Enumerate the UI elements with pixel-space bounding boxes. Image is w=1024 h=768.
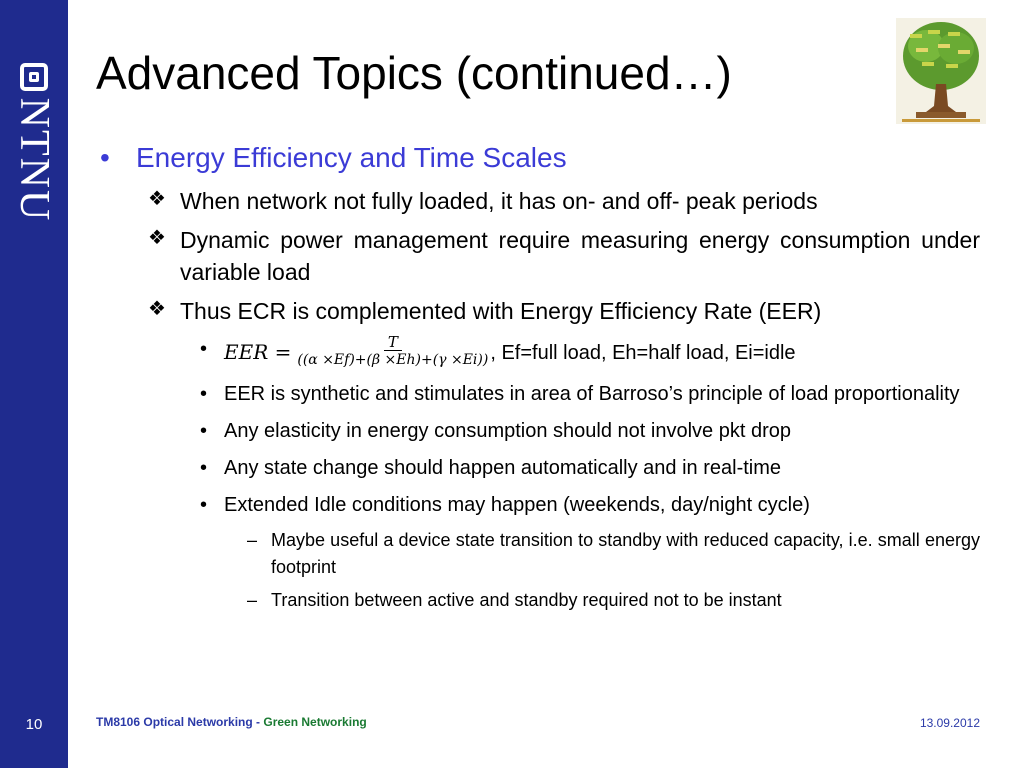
bullet-marker: • [200, 382, 208, 405]
bullet-level2 [148, 224, 980, 289]
bullet-marker: • [200, 493, 208, 516]
bullet-text: Thus ECR is complemented with Energy Efficiency Rate (EER) [180, 297, 822, 324]
bullet-marker: • [200, 337, 208, 360]
diamond-bullet-icon: ❖ [148, 297, 166, 320]
bullet-level2 [148, 295, 980, 328]
ntnu-logo-icon [20, 63, 48, 91]
dash-marker: – [247, 589, 258, 610]
ntnu-logo-text: NTNU [11, 97, 57, 223]
green-networking-tree-icon [896, 18, 986, 124]
bullet-text: EER is synthetic and stimulates in area of Barroso’s principle of load proportionality [224, 382, 960, 405]
bullet-level3 [200, 490, 980, 521]
formula-numerator: T [384, 334, 402, 352]
diamond-bullet-icon: ❖ [148, 188, 166, 210]
bullet-marker: • [200, 419, 208, 442]
footer-course-name: TM8106 Optical Networking - [96, 715, 264, 729]
diamond-bullet-icon: ❖ [148, 226, 166, 249]
bullet-level4 [247, 527, 980, 581]
footer-topic: Green Networking [263, 715, 367, 729]
formula-suffix: , Ef=full load, Eh=half load, Ei=idle [490, 341, 796, 364]
bullet-text: Energy Efficiency and Time Scales [136, 142, 567, 173]
bullet-level1 [96, 140, 980, 175]
bullet-level3 [200, 379, 980, 410]
bullet-text: When network not fully loaded, it has on- and off- peak periods [180, 188, 818, 214]
bullet-text: Any elasticity in energy consumption should not involve pkt drop [224, 419, 791, 442]
bullet-text: Any state change should happen automatically and in real-time [224, 456, 782, 479]
bullet-text: Transition between active and standby required not to be instant [271, 589, 782, 610]
sidebar [0, 0, 68, 768]
bullet-text: Extended Idle conditions may happen (weekends, day/night cycle) [224, 493, 810, 516]
slide-content [96, 140, 980, 620]
bullet-level2 [148, 185, 980, 218]
eer-formula [224, 334, 490, 371]
bullet-text: Maybe useful a device state transition to standby with reduced capacity, i.e. small energy footprint [271, 529, 980, 577]
slide-title: Advanced Topics (continued…) [96, 47, 732, 99]
bullet-level3 [200, 453, 980, 484]
dash-marker: – [247, 529, 258, 550]
bullet-marker: • [100, 142, 110, 173]
footer-course [96, 715, 367, 729]
formula-bullet [200, 332, 980, 371]
page-number: 10 [25, 716, 43, 733]
bullet-marker: • [200, 456, 208, 479]
formula-fraction [297, 334, 488, 371]
bullet-text: Dynamic power management require measuring energy consumption under variable load [180, 226, 980, 286]
bullet-level3 [200, 416, 980, 447]
footer-date: 13.09.2012 [919, 716, 980, 730]
bullet-level4 [247, 587, 980, 614]
formula-lhs: EER = [224, 339, 292, 364]
formula-denominator: ((α ×Ef)+(β ×Eh)+(γ ×Ei)) [297, 352, 489, 369]
